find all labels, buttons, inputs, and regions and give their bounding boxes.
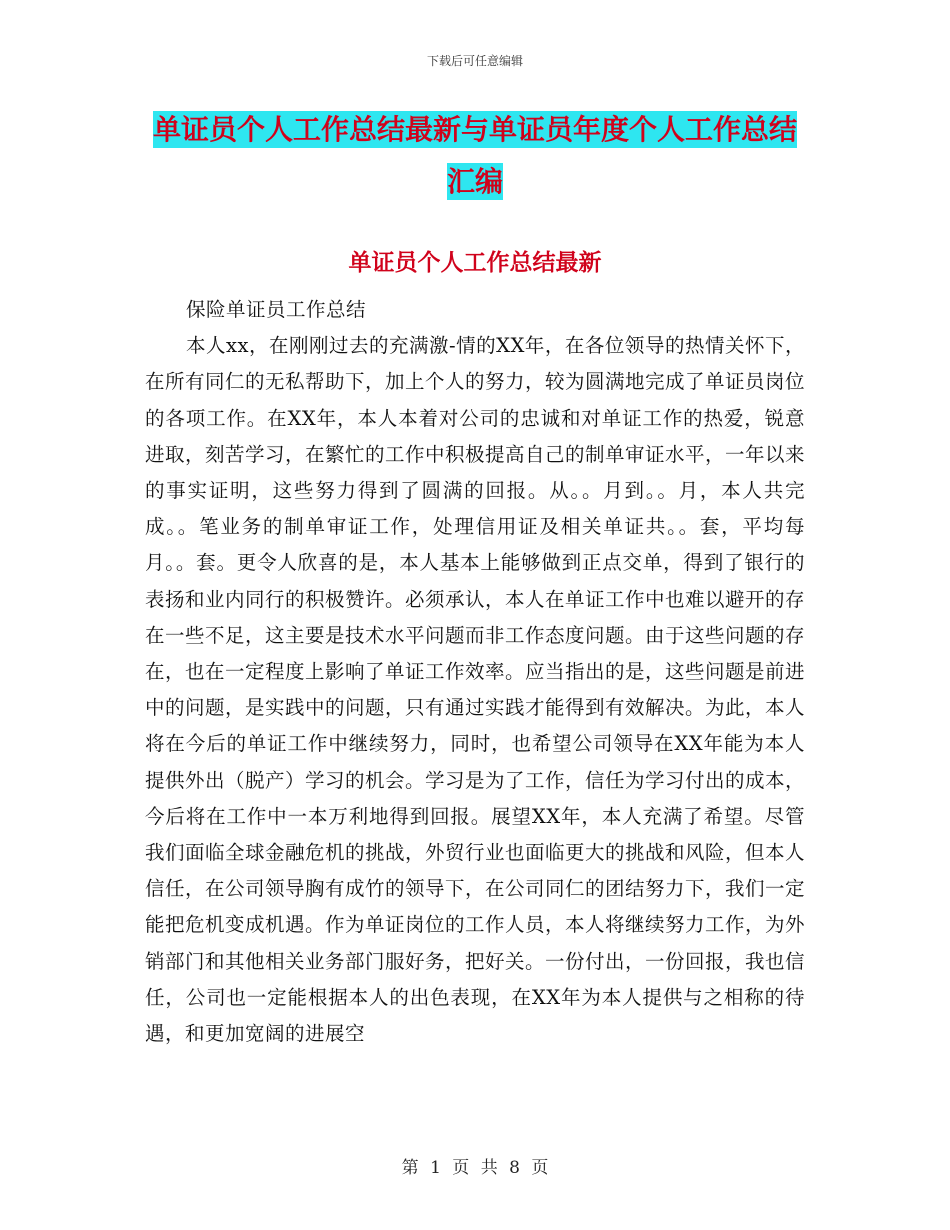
- page-number-footer: 第 1 页 共 8 页: [401, 1158, 549, 1178]
- document-body: [145, 292, 805, 1052]
- document-title-line-2: [0, 156, 950, 208]
- document-title: [0, 104, 950, 208]
- document-title-line-2-text: 汇编: [446, 165, 503, 198]
- body-subtitle: 保险单证员工作总结: [185, 298, 366, 321]
- document-title-line-1: [0, 104, 950, 156]
- body-paragraph: 本人xx，在刚刚过去的充满激-情的XX年，在各位领导的热情关怀下，在所有同仁的无私帮助下，加上个人的努力，较为圆满地完成了单证员岗位的各项工作。在XX年，本人本着对公司的忠诚和对单证工作的热爱，锐意进取，刻苦学习，在繁忙的工作中积极提高自己的制单审证水平，一年以来的事实证明，这些努力得到了圆满的回报。从。。月到。。月，本人共完成。。笔业务的制单审证工作，处理信用证及相关单证共。。套，平均每月。。套。更令人欣喜的是，本人基本上能够做到正点交单，得到了银行的表扬和业内同行的积极赞许。必须承认，本人在单证工作中也难以避开的存在一些不足，这主要是技术水平问题而非工作态度问题。由于这些问题的存在，也在一定程度上影响了单证工作效率。应当指出的是，这些问题是前进中的问题，是实践中的问题，只有通过实践才能得到有效解决。为此，本人将在今后的单证工作中继续努力，同时，也希望公司领导在XX年能为本人提供外出（脱产）学习的机会。学习是为了工作，信任为学习付出的成本，今后将在工作中一本万利地得到回报。展望XX年，本人充满了希望。尽管我们面临全球金融危机的挑战，外贸行业也面临更大的挑战和风险，但本人信任，在公司领导胸有成竹的领导下，在公司同仁的团结努力下，我们一定能把危机变成机遇。作为单证岗位的工作人员，本人将继续努力工作，为外销部门和其他相关业务部门服好务，把好关。一份付出，一份回报，我也信任，公司也一定能根据本人的出色表现，在XX年为本人提供与之相称的待遇，和更加宽阔的进展空: [145, 334, 806, 1046]
- section-heading: 单证员个人工作总结最新: [348, 250, 602, 276]
- document-title-line-1-text: 单证员个人工作总结最新与单证员年度个人工作总结: [152, 113, 797, 146]
- page-header-note: 下载后可任意编辑: [426, 54, 523, 68]
